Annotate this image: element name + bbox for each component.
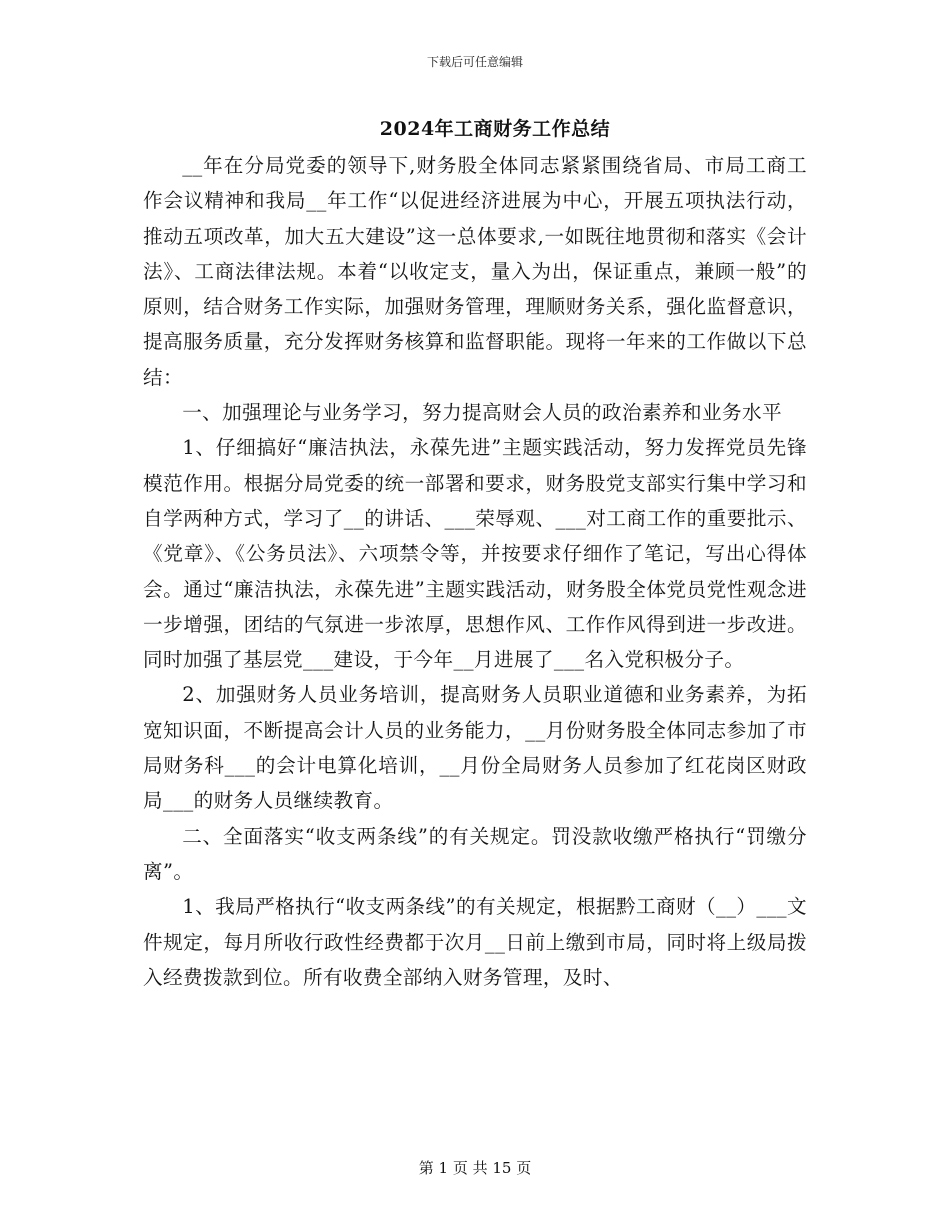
page-number: 第 1 页 共 15 页	[418, 1159, 532, 1177]
paragraph-section-1-heading: 一、加强理论与业务学习，努力提高财会人员的政治素养和业务水平	[182, 401, 782, 425]
paragraph-item-1-2: 2、加强财务人员业务培训，提高财务人员职业道德和业务素养，为拓宽知识面，不断提高会计人员的业务能力，__月份财务股全体同志参加了市局财务科___的会计电算化培训，__月份全局财务人员参加了红花岗区财政局___的财务人员继续教育。	[143, 683, 807, 813]
paragraph-item-1-1: 1、仔细搞好“廉洁执法，永葆先进”主题实践活动，努力发挥党员先锋模范作用。根据分局党委的统一部署和要求，财务股党支部实行集中学习和自学两种方式，学习了__的讲话、___荣辱观、___对工商工作的重要批示、《党章》、《公务员法》、六项禁令等，并按要求仔细作了笔记，写出心得体会。通过“廉洁执法，永葆先进”主题实践活动，财务股全体党员党性观念进一步增强，团结的气氛进一步浓厚，思想作风、工作作风得到进一步改进。同时加强了基层党___建设，于今年__月进展了___名入党积极分子。	[143, 436, 807, 672]
paragraph-section-2-heading: 二、全面落实“收支两条线”的有关规定。罚没款收缴严格执行“罚缴分离”。	[143, 824, 807, 883]
document-title: 2024年工商财务工作总结	[379, 118, 611, 140]
paragraph-intro: __年在分局党委的领导下,财务股全体同志紧紧围绕省局、市局工商工作会议精神和我局__年工作“以促进经济进展为中心，开展五项执法行动，推动五项改革，加大五大建设”这一总体要求,一如既往地贯彻和落实《会计法》、工商法律法规。本着“以收定支，量入为出，保证重点，兼顾一般”的原则，结合财务工作实际，加强财务管理，理顺财务关系，强化监督意识，提高服务质量，充分发挥财务核算和监督职能。现将一年来的工作做以下总结：	[143, 154, 807, 389]
document-body	[143, 148, 807, 995]
paragraph-item-2-1: 1、我局严格执行“收支两条线”的有关规定，根据黔工商财（__）___文件规定，每月所收行政性经费都于次月__日前上缴到市局，同时将上级局拨入经费拨款到位。所有收费全部纳入财务管理，及时、	[143, 895, 807, 989]
header-note: 下载后可任意编辑	[426, 55, 523, 69]
